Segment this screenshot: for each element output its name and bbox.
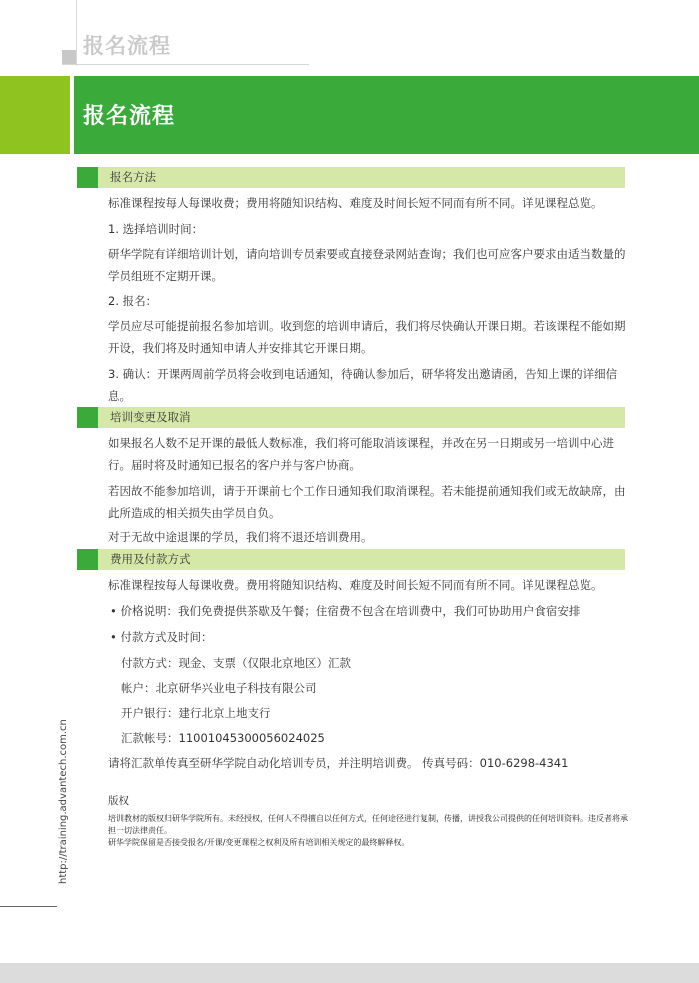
side-url-text: http://training.advantech.com.cn <box>58 719 69 884</box>
page-title: 报名流程 <box>83 104 176 129</box>
ghost-header-title: 报名流程 <box>83 34 171 58</box>
payment-bank: 开户银行：建行北京上地支行 <box>121 706 271 720</box>
side-rule <box>0 906 57 907</box>
bullet-price-note: • 价格说明：我们免费提供茶歇及午餐；住宿费不包含在培训费中，我们可协助用户食宿安排 <box>110 604 581 618</box>
section-marker <box>77 167 98 188</box>
change-paragraph-1: 如果报名人数不足开课的最低人数标准，我们将可能取消该课程，并改在另一日期或另一培训中心进行。届时将及时通知已报名的客户并与客户协商。 <box>108 436 614 472</box>
copyright-title: 版权 <box>108 795 129 807</box>
bottom-band <box>0 963 699 983</box>
copyright-text-1: 培训教材的版权归研华学院所有。未经授权，任何人不得擅自以任何方式，任何途径进行复制，传播，讲授我公司提供的任何培训资料。违反者将承担一切法律责任。 <box>108 814 628 835</box>
section-marker <box>77 407 98 428</box>
change-paragraph-2: 若因故不能参加培训，请于开课前七个工作日通知我们取消课程。若未能提前通知我们或无故缺席，由此所造成的相关损失由学员自负。 <box>108 484 626 520</box>
step1-text: 研华学院有详细培训计划，请向培训专员索要或直接登录网站查询；我们也可应客户要求由适当数量的学员组班不定期开课。 <box>108 247 626 283</box>
copyright-text-2: 研华学院保留是否接受报名/开课/变更课程之权利及所有培训相关规定的最终解释权。 <box>108 838 410 847</box>
section-title-change-cancel: 培训变更及取消 <box>110 410 191 424</box>
section-header-bar <box>77 167 625 188</box>
change-paragraph-3: 对于无故中途退课的学员，我们将不退还培训费用。 <box>108 530 373 544</box>
banner-left-block <box>0 76 70 154</box>
fees-intro: 标准课程按每人每课收费。费用将随知识结构、难度及时间长短不同而有所不同。详见课程总览。 <box>108 578 603 592</box>
payment-method: 付款方式：现金、支票（仅限北京地区）汇款 <box>121 656 351 670</box>
ghost-header-rule <box>62 64 309 65</box>
section-marker <box>77 549 98 570</box>
step3-text: 3. 确认：开课两周前学员将会收到电话通知，待确认参加后，研华将发出邀请函，告知上课的详细信息。 <box>108 367 618 403</box>
step2-text: 学员应尽可能提前报名参加培训。收到您的培训申请后，我们将尽快确认开课日期。若该课程不能如期开设，我们将及时通知申请人并安排其它开课日期。 <box>108 319 626 355</box>
bullet-payment: • 付款方式及时间： <box>110 630 213 644</box>
payment-account-number: 汇款帐号：11001045300056024025 <box>121 731 325 745</box>
section-title-signup: 报名方法 <box>110 170 156 184</box>
fax-note: 请将汇款单传真至研华学院自动化培训专员，并注明培训费。 传真号码：010-6298-4341 <box>108 756 569 770</box>
section-title-fees: 费用及付款方式 <box>110 552 191 566</box>
step1-title: 1. 选择培训时间： <box>108 222 204 236</box>
payment-account: 帐户：北京研华兴业电子科技有限公司 <box>121 681 317 695</box>
top-vertical-rule <box>76 0 77 66</box>
step2-title: 2. 报名： <box>108 294 158 308</box>
signup-intro: 标准课程按每人每课收费；费用将随知识结构、难度及时间长短不同而有所不同。详见课程总览。 <box>108 196 603 210</box>
ghost-square-mark <box>62 50 76 64</box>
